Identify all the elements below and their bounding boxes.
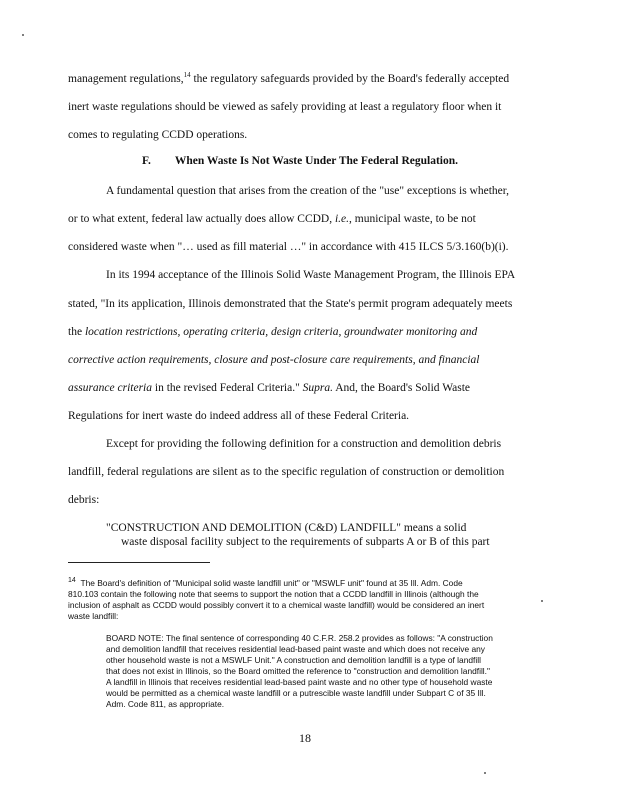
para2-line-5: [68, 381, 548, 395]
body-text: management regulations,: [68, 73, 184, 85]
italic-text: assurance criteria: [68, 382, 153, 394]
scan-speck: [22, 34, 24, 36]
scan-speck: [541, 600, 543, 602]
board-note-line-1: BOARD NOTE: The final sentence of corresponding 40 C.F.R. 258.2 provides as follows: "A construction: [106, 633, 493, 643]
board-note-line-5: A landfill in Illinois that receives residential lead-based paint waste and no other type of household waste: [106, 677, 493, 687]
italic-text: location restrictions, operating criteria, design criteria, groundwater monitoring and: [84, 326, 478, 338]
body-line-2: inert waste regulations should be viewed as safely providing at least a regulatory floor when it: [68, 101, 502, 113]
para2-line-2: stated, "In its application, Illinois demonstrated that the State's permit program adequately meets: [68, 298, 513, 310]
footnote-line-3: inclusion of asphalt as CCDD would possibly convert it to a chemical waste landfill) would be considered an inert: [68, 600, 485, 610]
body-text: And, the Board's Solid Waste: [333, 382, 471, 394]
para1-line-2: [68, 212, 548, 226]
para3-line-1: Except for providing the following definition for a construction and demolition debris: [106, 438, 502, 450]
para1-line-3: considered waste when "… used as fill material …" in accordance with 415 ILCS 5/3.160(b)(i).: [68, 241, 509, 253]
board-note-line-3: other household waste is not a MSWLF Unit." A construction and demolition landfill is a type of landfill: [106, 655, 481, 665]
body-text: , municipal waste, to be not: [349, 213, 476, 225]
body-text: in the revised Federal Criteria.": [152, 382, 303, 394]
body-line-3: comes to regulating CCDD operations.: [68, 129, 248, 141]
para2-line-3: [68, 325, 548, 339]
para3-line-2: landfill, federal regulations are silent as to the specific regulation of construction or demolition: [68, 466, 505, 478]
board-note-line-7: Adm. Code 811, as appropriate.: [106, 699, 225, 709]
page-number: 18: [299, 731, 311, 745]
footnote-ref: 14: [183, 71, 191, 80]
footnote-marker: 14: [68, 577, 76, 585]
italic-text: i.e.: [334, 213, 350, 225]
footnote-line-2: 810.103 contain the following note that seems to support the notion that a CCDD landfill in Illinois (although the: [68, 589, 479, 599]
body-text: the regulatory safeguards provided by the Board's federally accepted: [190, 73, 510, 85]
para1-line-1: A fundamental question that arises from the creation of the "use" exceptions is whether,: [106, 185, 510, 197]
quote-line-1: "CONSTRUCTION AND DEMOLITION (C&D) LANDFILL" means a solid: [106, 522, 467, 534]
body-text: the: [68, 326, 85, 338]
para2-line-6: Regulations for inert waste do indeed address all of these Federal Criteria.: [68, 410, 410, 422]
para2-line-1: In its 1994 acceptance of the Illinois Solid Waste Management Program, the Illinois EPA: [106, 269, 516, 281]
body-text: or to what extent, federal law actually does allow CCDD,: [68, 213, 335, 225]
section-heading: [142, 155, 458, 167]
footnote-line-4: waste landfill:: [68, 611, 119, 621]
section-letter: F.: [142, 155, 151, 167]
footnote-text: The Board's definition of "Municipal solid waste landfill unit" or "MSWLF unit" found at 35 Ill. Adm. Code: [80, 578, 463, 588]
para2-line-4: corrective action requirements, closure and post-closure care requirements, and financial: [68, 354, 480, 366]
quote-line-2: waste disposal facility subject to the requirements of subparts A or B of this part: [121, 536, 490, 548]
scan-speck: [484, 772, 486, 774]
board-note-line-6: would be permitted as a chemical waste landfill or a putrescible waste landfill under Subpart C of 35 Ill.: [106, 688, 486, 698]
section-title: When Waste Is Not Waste Under The Federal Regulation.: [174, 155, 459, 167]
board-note-line-4: that does not exist in Illinois, so the Board omitted the reference to "construction and demolition landfill.": [106, 666, 490, 676]
italic-text: Supra.: [302, 382, 334, 394]
body-line-1: [68, 72, 548, 86]
board-note-line-2: and demolition landfill that receives residential lead-based paint waste and which does not receive any: [106, 644, 485, 654]
para3-line-3: debris:: [68, 494, 100, 506]
footnote-line-1: [68, 578, 548, 589]
footnote-rule: [68, 562, 210, 563]
